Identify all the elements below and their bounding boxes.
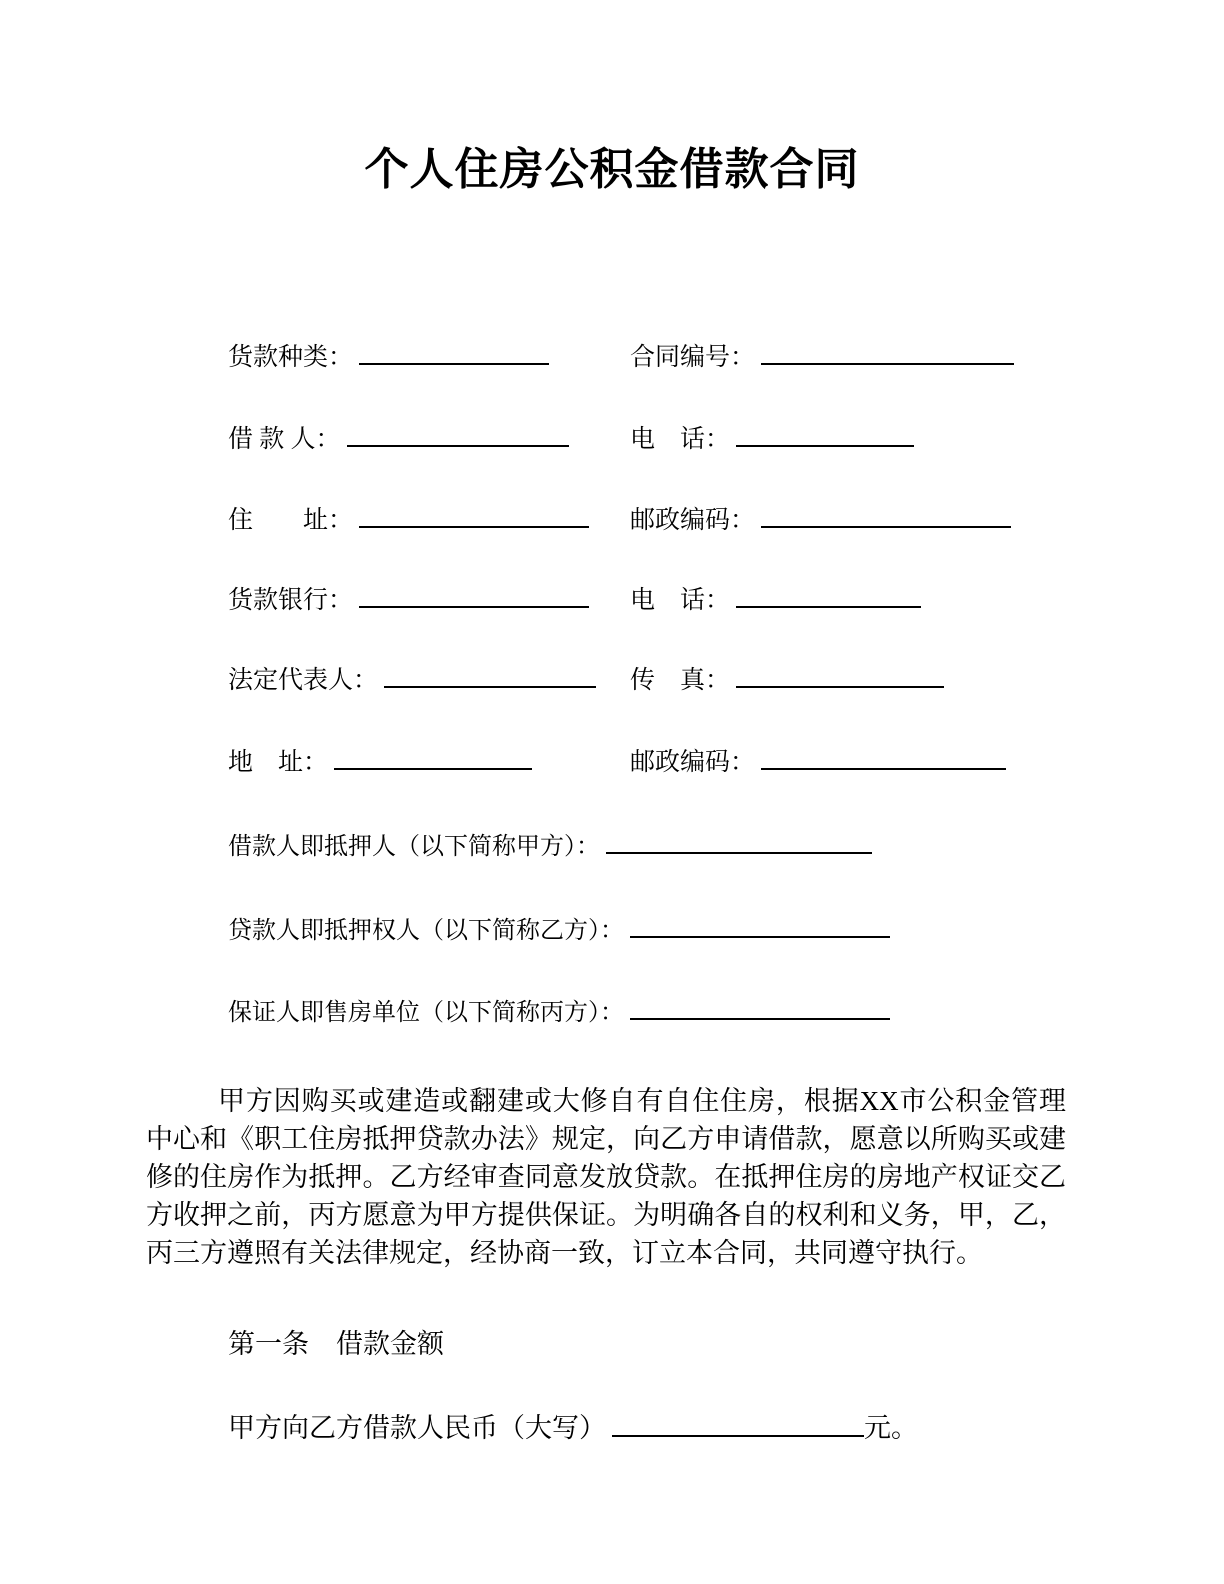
form-cell-borrower-postal-code	[630, 501, 1011, 538]
borrower-phone-blank[interactable]	[736, 420, 914, 447]
contract-number-label: 合同编号：	[630, 344, 756, 371]
form-row-loan-type	[228, 338, 1168, 375]
borrower-phone-label: 电 话：	[630, 426, 731, 453]
form-row-borrower	[228, 420, 1168, 457]
fax-label: 传 真：	[630, 667, 731, 694]
bank-postal-code-label: 邮政编码：	[630, 749, 756, 776]
loan-amount-line	[228, 1408, 918, 1446]
party-c-blank[interactable]	[630, 994, 890, 1020]
form-row-loan-bank	[228, 581, 1168, 618]
party-a-label: 借款人即抵押人（以下简称甲方）：	[228, 834, 600, 860]
page-title: 个人住房公积金借款合同	[364, 145, 860, 194]
form-cell-fax	[630, 661, 944, 698]
party-row-b	[228, 912, 1168, 948]
contract-number-blank[interactable]	[761, 338, 1014, 365]
loan-bank-blank[interactable]	[359, 581, 589, 608]
section-heading-article-1: 第一条 借款金额	[228, 1329, 444, 1359]
preamble-paragraph: 甲方因购买或建造或翻建或大修自有自住住房，根据XX市公积金管理中心和《职工住房抵押贷款办法》规定，向乙方申请借款，愿意以所购买或建修的住房作为抵押。乙方经审查同意发放贷款。在抵押住房的房地产权证交乙方收押之前，丙方愿意为甲方提供保证。为明确各自的权利和义务，甲，乙，丙三方遵照有关法律规定，经协商一致，订立本合同，共同遵守执行。	[146, 1086, 1066, 1268]
party-b-blank[interactable]	[630, 912, 890, 938]
borrower-address-blank[interactable]	[359, 501, 589, 528]
bank-phone-label: 电 话：	[630, 587, 731, 614]
form-cell-borrower-phone	[630, 420, 914, 457]
bank-address-label: 地 址：	[228, 749, 329, 776]
borrower-postal-code-label: 邮政编码：	[630, 507, 756, 534]
party-a-blank[interactable]	[606, 828, 872, 854]
legal-representative-blank[interactable]	[384, 661, 596, 688]
party-c-label: 保证人即售房单位（以下简称丙方）：	[228, 1000, 624, 1026]
form-row-bank-address	[228, 743, 1168, 780]
fax-blank[interactable]	[736, 661, 944, 688]
form-row-borrower-address	[228, 501, 1168, 538]
loan-type-label: 货款种类：	[228, 344, 354, 371]
loan-amount-blank[interactable]	[612, 1408, 864, 1437]
form-cell-contract-number	[630, 338, 1014, 375]
loan-type-blank[interactable]	[359, 338, 549, 365]
form-cell-bank-phone	[630, 581, 921, 618]
borrower-address-label: 住 址：	[228, 507, 354, 534]
borrower-blank[interactable]	[347, 420, 569, 447]
loan-bank-label: 货款银行：	[228, 587, 354, 614]
party-row-c	[228, 994, 1168, 1030]
party-row-a	[228, 828, 1168, 864]
borrower-postal-code-blank[interactable]	[761, 501, 1011, 528]
form-row-legal-representative	[228, 661, 1168, 698]
bank-postal-code-blank[interactable]	[761, 743, 1006, 770]
loan-amount-prefix: 甲方向乙方借款人民币（大写）	[228, 1413, 606, 1443]
bank-address-blank[interactable]	[334, 743, 532, 770]
form-cell-bank-postal-code	[630, 743, 1006, 780]
loan-amount-suffix: 元。	[864, 1413, 918, 1443]
party-b-label: 贷款人即抵押权人（以下简称乙方）：	[228, 918, 624, 944]
legal-representative-label: 法定代表人：	[228, 667, 379, 694]
bank-phone-blank[interactable]	[736, 581, 921, 608]
borrower-label: 借 款 人：	[228, 426, 341, 453]
